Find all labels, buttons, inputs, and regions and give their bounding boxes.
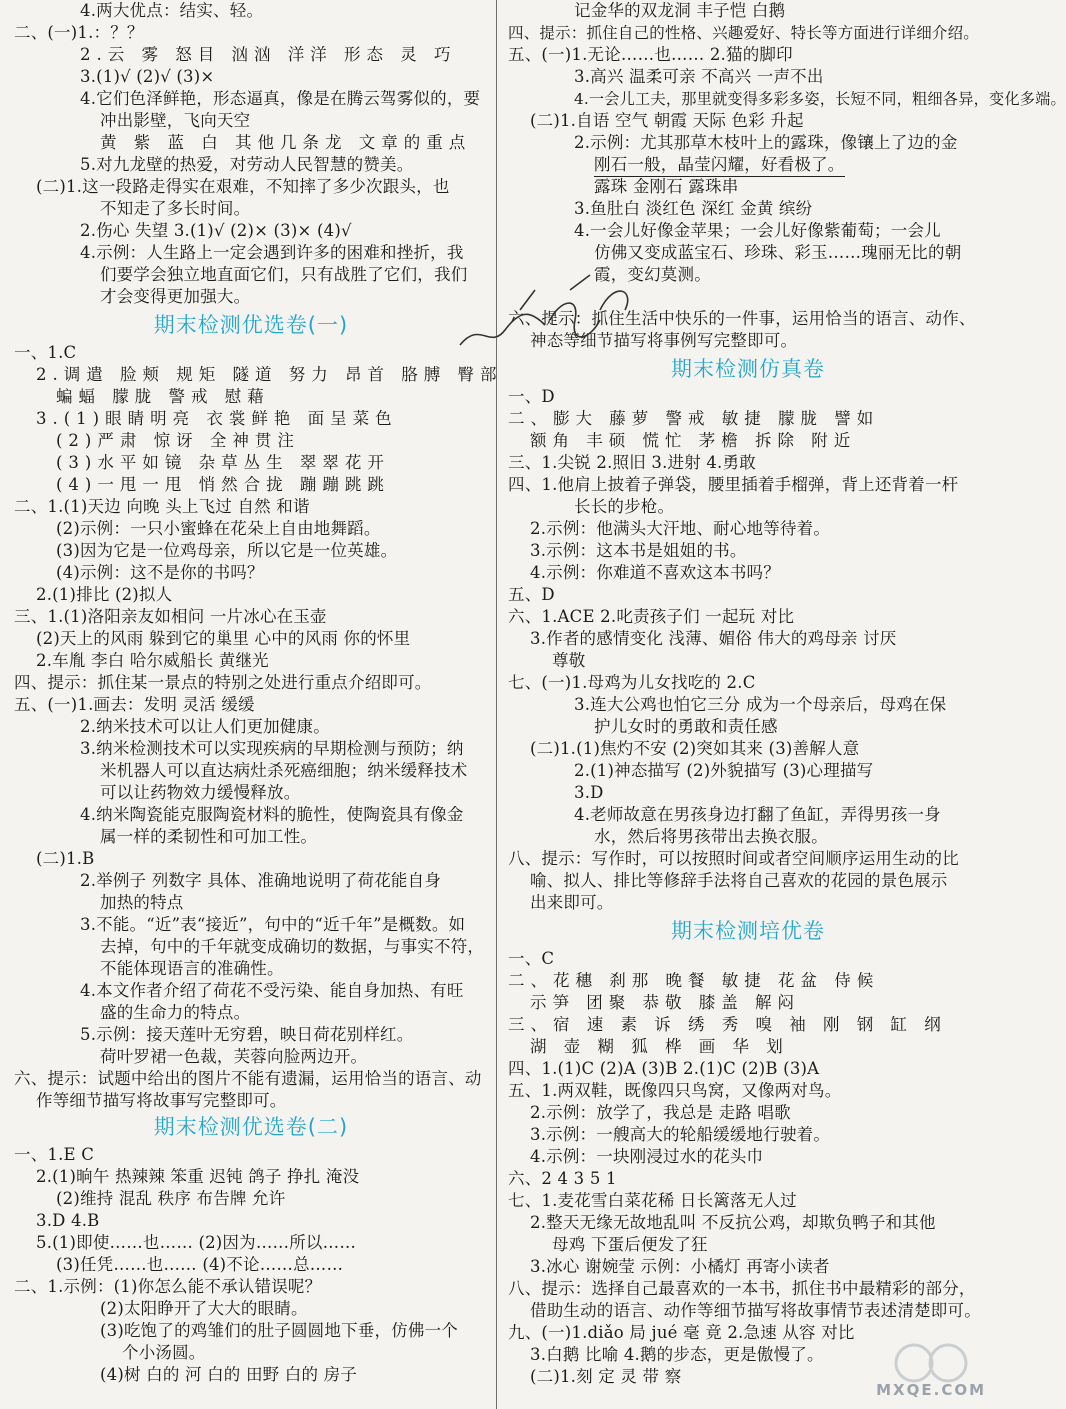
answer-line: 尊敬 (552, 651, 586, 670)
answer-line: 2.举例子 列数字 具体、准确地说明了荷花能自身 (80, 871, 442, 890)
answer-line: 二、(一)1.：？？ (14, 23, 144, 42)
answer-line: 们要学会独立地直面它们，只有战胜了它们，我们 (100, 265, 468, 284)
answer-line: 3.示例：这本书是姐姐的书。 (530, 541, 747, 560)
answer-line: 4.示例：一块刚浸过水的花头巾 (530, 1147, 764, 1166)
answer-line: 4.一会儿好像金苹果；一会儿好像紫葡萄；一会儿 (574, 221, 941, 240)
answer-line: 2.整天无缘无故地乱叫 不反抗公鸡，却欺负鸭子和其他 (530, 1213, 936, 1232)
answer-line: 仿佛又变成蓝宝石、珍珠、彩玉……瑰丽无比的朝 (594, 243, 962, 262)
answer-line: (4)树 白的 河 白的 田野 白的 房子 (100, 1365, 358, 1384)
watermark-text: MXQE.COM (876, 1381, 986, 1399)
answer-line: 示笋 团聚 恭敬 膝盖 解闷 (530, 993, 800, 1012)
answer-line: 神态等细节描写将事例写完整即可。 (530, 331, 798, 350)
answer-line: 3.鱼肚白 淡红色 深红 金黄 缤纷 (574, 199, 813, 218)
section-heading: 期末检测仿真卷 (671, 357, 825, 381)
answer-line: (二)1.刻 定 灵 带 察 (530, 1367, 682, 1386)
answer-line: 2.车胤 李白 哈尔威船长 黄继光 (36, 651, 269, 670)
answer-line: 米机器人可以直达病灶杀死癌细胞；纳米缓释技术 (100, 761, 468, 780)
answer-line: (2)太阳睁开了大大的眼睛。 (100, 1299, 308, 1318)
answer-line: 护儿女时的勇敢和责任感 (594, 717, 778, 736)
answer-line: 盛的生命力的特点。 (100, 1003, 251, 1022)
answer-line: 三、宿 速 素 诉 绣 秀 嗅 袖 刚 钢 缸 纲 (508, 1015, 947, 1034)
answer-line: 2.云 雾 怒目 汹汹 洋洋 形态 灵 巧 (80, 45, 457, 64)
answer-line: 3.高兴 温柔可亲 不高兴 一声不出 (574, 67, 824, 86)
answer-line: 六、2 4 3 5 1 (508, 1169, 617, 1188)
answer-line: 一、C (508, 949, 555, 968)
answer-line: 七、1.麦花雪白菜花稀 日长篱落无人过 (508, 1191, 797, 1210)
answer-line: 2.调遣 脸颊 规矩 隧道 努力 昂首 胳膊 臀部 (36, 365, 503, 384)
answer-line: 水，然后将男孩带出去换衣服。 (594, 827, 828, 846)
answer-line: 可以让药物效力缓慢释放。 (100, 783, 301, 802)
answer-line: 冲出影壁，飞向天空 (100, 111, 251, 130)
answer-line: 二、膨大 藤萝 警戒 敏捷 朦胧 譬如 (508, 409, 880, 428)
answer-line: (3)因为它是一位鸡母亲，所以它是一位英雄。 (56, 541, 398, 560)
answer-line: 四、提示：抓住某一景点的特别之处进行重点介绍即可。 (14, 673, 432, 692)
answer-line: 喻、拟人、排比等修辞手法将自己喜欢的花园的景色展示 (530, 871, 948, 890)
answer-line: 3.连大公鸡也怕它三分 成为一个母亲后，母鸡在保 (574, 695, 947, 714)
column-divider (496, 0, 497, 1409)
answer-line: 2.(1)晌午 热辣辣 笨重 迟钝 鸽子 挣扎 淹没 (36, 1167, 360, 1186)
answer-line: 七、(一)1.母鸡为儿女找吃的 2.C (508, 673, 756, 692)
answer-line: 4.纳米陶瓷能克服陶瓷材料的脆性，使陶瓷具有像金 (80, 805, 464, 824)
answer-line: (二)1.B (36, 849, 95, 868)
answer-line: (3)任凭……也…… (4)不论……总…… (56, 1255, 344, 1274)
answer-line: 五、D (508, 585, 555, 604)
answer-line: 4.两大优点：结实、轻。 (80, 1, 264, 20)
answer-line: 不知走了多长时间。 (100, 199, 251, 218)
answer-line: 3.纳米检测技术可以实现疾病的早期检测与预防；纳 (80, 739, 464, 758)
answer-line: 2.示例：尤其那草木枝叶上的露珠，像镶上了边的金 (574, 133, 958, 152)
underlined-answer-line: 刚石一般，晶莹闪耀，好看极了。 (594, 154, 845, 177)
answer-line: 4.本文作者介绍了荷花不受污染、能自身加热、有旺 (80, 981, 464, 1000)
answer-line: 个小汤圆。 (122, 1343, 206, 1362)
answer-line: 一、D (508, 387, 555, 406)
answer-line: 八、提示：写作时，可以按照时间或者空间顺序运用生动的比 (508, 849, 959, 868)
answer-line: 3.(1)眼睛明亮 衣裳鲜艳 面呈菜色 (36, 409, 398, 428)
answer-line: 五、(一)1.无论……也…… 2.猫的脚印 (508, 45, 793, 64)
answer-line: 三、1.(1)洛阳亲友如相问 一片冰心在玉壶 (14, 607, 327, 626)
answer-line: 霞，变幻莫测。 (594, 265, 711, 284)
answer-line: (2)严肃 惊讶 全神贯注 (56, 431, 300, 450)
answer-line: 4.老师故意在男孩身边打翻了鱼缸，弄得男孩一身 (574, 805, 941, 824)
answer-line: 3.示例：一艘高大的轮船缓缓地行驶着。 (530, 1125, 831, 1144)
answer-line: 六、提示：抓住生活中快乐的一件事，运用恰当的语言、动作、 (508, 309, 976, 328)
answer-line: 二、花穗 刹那 晚餐 敏捷 花盆 侍候 (508, 971, 880, 990)
answer-line: 作等细节描写将故事写完整即可。 (36, 1091, 287, 1110)
answer-line: 二、1.(1)天边 向晚 头上飞过 自然 和谐 (14, 497, 310, 516)
answer-line: (4)一甩一甩 悄然合拢 蹦蹦跳跳 (56, 475, 390, 494)
answer-line: 3.作者的感情变化 浅薄、媚俗 伟大的鸡母亲 讨厌 (530, 629, 897, 648)
answer-line: 四、1.(1)C (2)A (3)B 2.(1)C (2)B (3)A (508, 1059, 820, 1078)
answer-line: 三、1.尖锐 2.照旧 3.进射 4.勇敢 (508, 453, 756, 472)
answer-line: 一、1.E C (14, 1145, 95, 1164)
answer-line: 湖 壶 糊 狐 桦 画 华 划 (530, 1037, 789, 1056)
answer-line: 5.示例：接天莲叶无穷碧，映日荷花别样红。 (80, 1025, 414, 1044)
answer-line: 长长的步枪。 (574, 497, 675, 516)
answer-line: (4)示例：这不是你的书吗？ (56, 563, 264, 582)
answer-line: 黄 紫 蓝 白 其他几条龙 文章的重点 (100, 133, 472, 152)
answer-line: 额角 丰硕 慌忙 茅檐 拆除 附近 (530, 431, 857, 450)
answer-line: 2.示例：放学了，我总是 走路 唱歌 (530, 1103, 791, 1122)
answer-line: 2.示例：他满头大汗地、耐心地等待着。 (530, 519, 831, 538)
answer-line: 四、1.他肩上披着子弹袋，腰里插着手榴弹，背上还背着一杆 (508, 475, 959, 494)
answer-line: 去掉，句中的千年就变成确切的数据，与事实不符， (100, 937, 485, 956)
answer-line: 2.纳米技术可以让人们更加健康。 (80, 717, 330, 736)
answer-line: 3.(1)√ (2)√ (3)× (80, 67, 215, 86)
answer-line: 五、1.两双鞋，既像四只鸟窝，又像两对鸟。 (508, 1081, 842, 1100)
answer-line: 5.对九龙壁的热爱，对劳动人民智慧的赞美。 (80, 155, 414, 174)
handwritten-scribble (450, 250, 670, 370)
answer-line: 4.一会儿工夫，那里就变得多彩多姿，长短不同，粗细各异，变化多端。 (574, 90, 1066, 108)
answer-line: 2.(1)排比 (2)拟人 (36, 585, 173, 604)
answer-line: 4.它们色泽鲜艳，形态逼真，像是在腾云驾雾似的，要 (80, 89, 481, 108)
answer-line: 不能体现语言的准确性。 (100, 959, 284, 978)
answer-line: 六、1.ACE 2.叱责孩子们 一起玩 对比 (508, 607, 795, 626)
answer-line: 4.示例：人生路上一定会遇到许多的困难和挫折，我 (80, 243, 464, 262)
answer-line: 母鸡 下蛋后便发了狂 (552, 1235, 708, 1254)
answer-line: 3.冰心 谢婉莹 示例：小橘灯 再寄小读者 (530, 1257, 830, 1276)
section-heading: 期末检测优选卷(一) (153, 313, 349, 337)
answer-line: 3.白鹅 比喻 4.鹅的步态，更是傲慢了。 (530, 1345, 824, 1364)
answer-line: 六、提示：试题中给出的图片不能有遗漏，运用恰当的语言、动 (14, 1069, 482, 1088)
answer-line: 蝙蝠 朦胧 警戒 慰藉 (56, 387, 270, 406)
answer-line: 3.D 4.B (36, 1211, 100, 1230)
answer-line: 八、提示：选择自己最喜欢的一本书，抓住书中最精彩的部分， (508, 1279, 976, 1298)
answer-line: 加热的特点 (100, 893, 184, 912)
answer-line: 借助生动的语言、动作等细节描写将故事情节表述清楚即可。 (530, 1301, 981, 1320)
answer-line: 4.示例：你难道不喜欢这本书吗？ (530, 563, 780, 582)
answer-line: 5.(1)即使……也…… (2)因为……所以…… (36, 1233, 357, 1252)
section-heading: 期末检测培优卷 (671, 919, 825, 943)
answer-line: 露珠 金刚石 露珠串 (594, 177, 739, 196)
answer-line: 才会变得更加强大。 (100, 287, 251, 306)
answer-line: 五、(一)1.画去：发明 灵活 缓缓 (14, 695, 255, 714)
answer-line: (3)吃饱了的鸡雏们的肚子圆圆地下垂，仿佛一个 (100, 1321, 458, 1340)
answer-line: 3.D (574, 783, 604, 802)
answer-line: 记金华的双龙洞 丰子恺 白鹅 (574, 1, 786, 20)
answer-line: 属一样的柔韧性和可加工性。 (100, 827, 318, 846)
answer-line: (二)1.自语 空气 朝霞 天际 色彩 升起 (530, 111, 804, 130)
section-heading: 期末检测优选卷(二) (153, 1115, 349, 1139)
answer-line: 二、1.示例：(1)你怎么能不承认错误呢？ (14, 1277, 322, 1296)
answer-line: 九、(一)1.diǎo 局 jué 毫 竟 2.急速 从容 对比 (508, 1323, 855, 1342)
answer-line: 2.(1)神态描写 (2)外貌描写 (3)心理描写 (574, 761, 874, 780)
answer-line: 一、1.C (14, 343, 77, 362)
answer-line: (2)天上的风雨 躲到它的巢里 心中的风雨 你的怀里 (36, 629, 411, 648)
answer-line: (2)示例：一只小蜜蜂在花朵上自由地舞蹈。 (56, 519, 381, 538)
answer-line: 荷叶罗裙一色裁，芙蓉向脸两边开。 (100, 1047, 368, 1066)
answer-line: (2)维持 混乱 秩序 布告牌 允许 (56, 1189, 286, 1208)
answer-line: (3)水平如镜 杂草丛生 翠翠花开 (56, 453, 390, 472)
answer-line: 出来即可。 (530, 893, 614, 912)
answer-line: 3.不能。“近”表“接近”，句中的“近千年”是概数。如 (80, 915, 466, 934)
answer-line: (二)1.这一段路走得实在艰难，不知摔了多少次跟头，也 (36, 177, 450, 196)
answer-line: 2.伤心 失望 3.(1)√ (2)× (3)× (4)√ (80, 221, 352, 240)
answer-line: (二)1.(1)焦灼不安 (2)突如其来 (3)善解人意 (530, 739, 860, 758)
answer-line: 四、提示：抓住自己的性格、兴趣爱好、特长等方面进行详细介绍。 (508, 24, 980, 42)
